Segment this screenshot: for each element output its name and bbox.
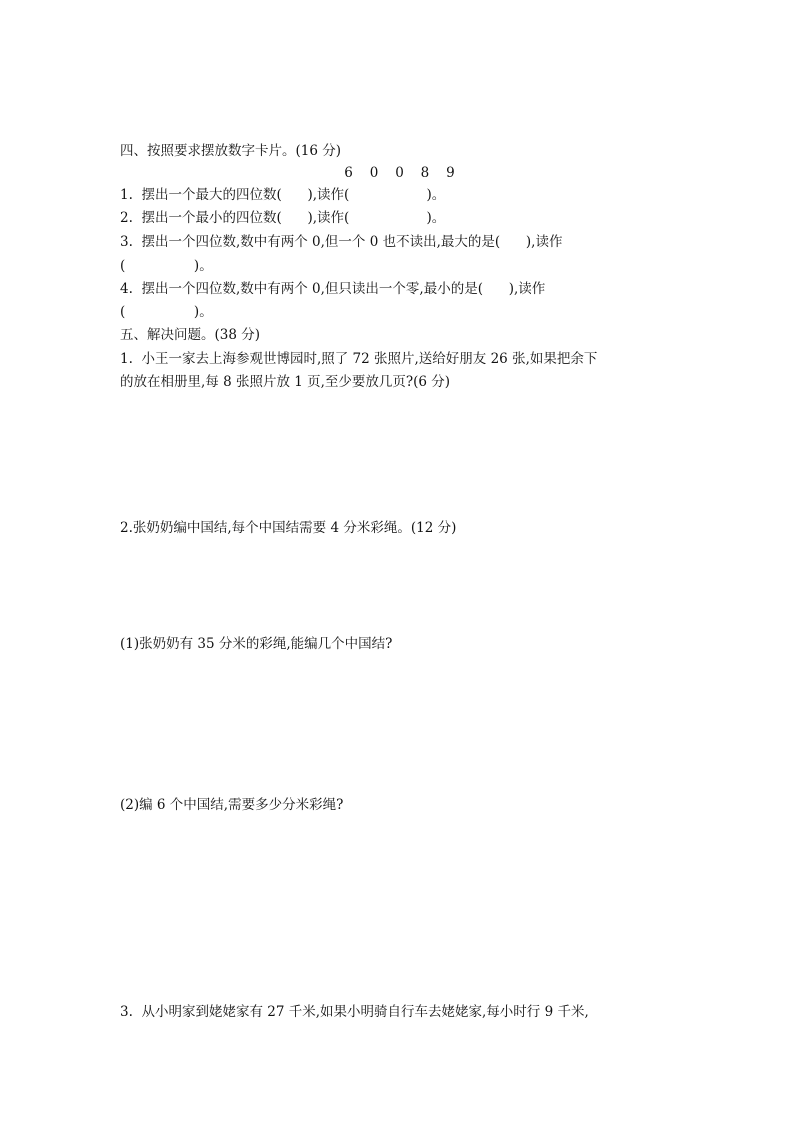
question-4-4-line-1: 4. 摆出一个四位数,数中有两个 0,但只读出一个零,最小的是( ),读作	[120, 281, 546, 297]
section-5-heading: 五、解决问题。(38 分)	[120, 327, 261, 343]
problem-5-1-line-1: 1. 小王一家去上海参观世博园时,照了 72 张照片,送给好朋友 26 张,如果把余下	[120, 351, 598, 367]
digit-cards: 6 0 0 8 9	[344, 165, 456, 181]
question-4-2: 2. 摆出一个最小的四位数( ),读作( )。	[120, 210, 446, 226]
question-4-3-line-2: ( )。	[120, 258, 213, 274]
problem-5-1-line-2: 的放在相册里,每 8 张照片放 1 页,至少要放几页?(6 分)	[120, 374, 451, 390]
problem-5-3: 3. 从小明家到姥姥家有 27 千米,如果小明骑自行车去姥姥家,每小时行 9 千米,	[120, 1004, 589, 1020]
problem-5-2-part-2: (2)编 6 个中国结,需要多少分米彩绳?	[120, 797, 344, 813]
problem-5-2-part-1: (1)张奶奶有 35 分米的彩绳,能编几个中国结?	[120, 636, 393, 652]
question-4-1: 1. 摆出一个最大的四位数( ),读作( )。	[120, 187, 446, 203]
question-4-4-line-2: ( )。	[120, 304, 213, 320]
problem-5-2: 2.张奶奶编中国结,每个中国结需要 4 分米彩绳。(12 分)	[120, 520, 457, 536]
section-4-heading: 四、按照要求摆放数字卡片。(16 分)	[120, 143, 342, 159]
question-4-3-line-1: 3. 摆出一个四位数,数中有两个 0,但一个 0 也不读出,最大的是( ),读作	[120, 234, 563, 250]
